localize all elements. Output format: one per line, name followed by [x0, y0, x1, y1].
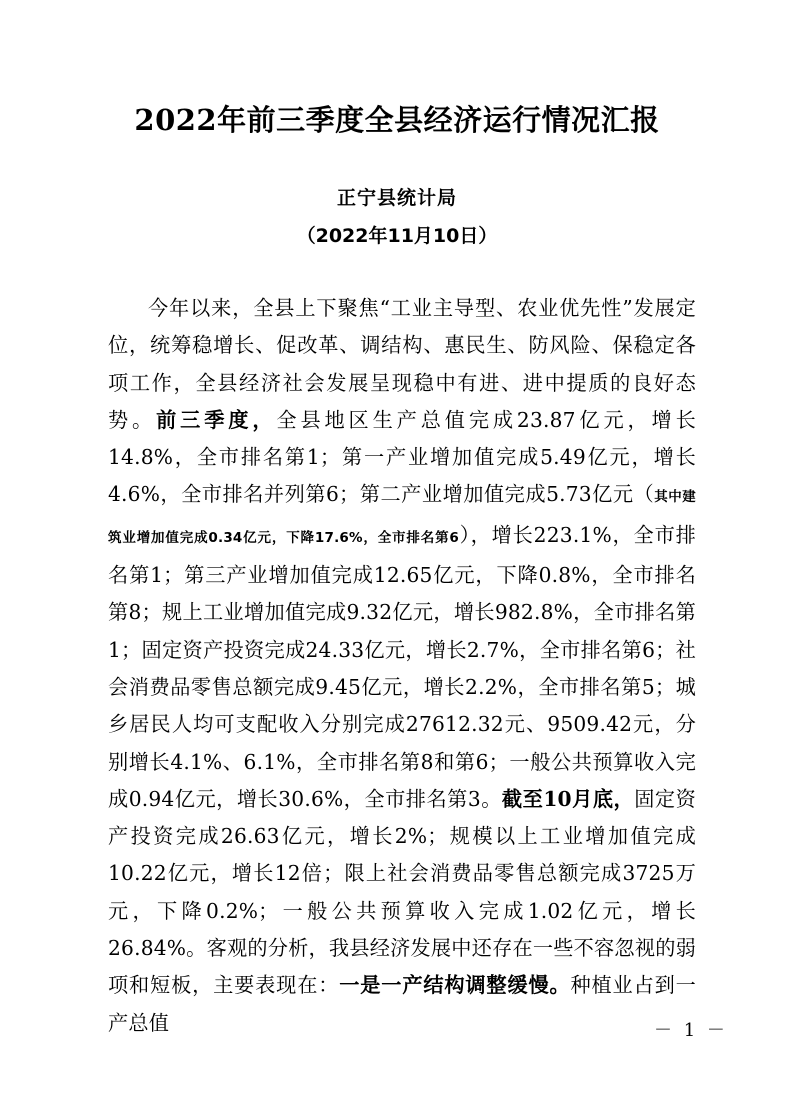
document-title: 2022年前三季度全县经济运行情况汇报 — [134, 103, 660, 137]
document-author: 正宁县统计局 — [336, 187, 457, 209]
paragraph-gdp-stats: 全县地区生产总值完成23.87亿元，增长14.8%，全市排名第1；第一产业增加值完成5.49亿元，增长4.6%，全市排名并列第6；第二产业增加值完成5.73亿元（ — [108, 407, 696, 507]
document-date: （2022年11月10日） — [296, 225, 498, 247]
paragraph-october-stats: 固定资产投资完成26.63亿元，增长2%；规模以上工业增加值完成10.22亿元，增长12倍；限上社会消费品零售总额完成3725万元，下降0.2%；一般公共预算收入完成1.02亿元，增长26.84%。客观的分析，我县经济发展中还存在一些不容忽视的弱项和短板，主要表现在： — [108, 786, 697, 998]
paragraph-intro: 今年以来，全县上下聚焦“工业主导型、农业优先性”发展定位，统筹稳增长、促改革、调结构、惠民生、防风险、保稳定各项工作，全县经济社会发展呈现稳中有进、进中提质的良好态势。 — [108, 296, 696, 432]
paragraph-issue-one: 种植业占到一产总值 — [108, 973, 697, 1035]
paragraph-stats-continued: ），增长223.1%，全市排名第1；第三产业增加值完成12.65亿元，下降0.8%，全市排名第8；规上工业增加值完成9.32亿元，增长982.8%，全市排名第1；固定资产投资完成24.33亿元，增长2.7%，全市排名第6；社会消费品零售总额完成9.45亿元，增长2.2%，全市排名第5；城乡居民人均可支配收入分别完成27612.32元、9509.42元，分别增长4.1%、6.1%，全市排名第8和第6；一般公共预算收入完成0.94亿元，增长30.6%，全市排名第3。 — [108, 522, 696, 811]
page-number: － 1 － — [654, 1020, 728, 1041]
heading-first-three-quarters: 前三季度， — [156, 407, 277, 432]
note-construction: 其中建筑业增加值完成0.34亿元，下降17.6%，全市排名第6 — [108, 489, 696, 546]
body-paragraph — [108, 290, 696, 1042]
heading-issue-one: 一是一产结构调整缓慢。 — [339, 973, 571, 998]
heading-end-of-october: 截至10月底， — [501, 786, 635, 811]
